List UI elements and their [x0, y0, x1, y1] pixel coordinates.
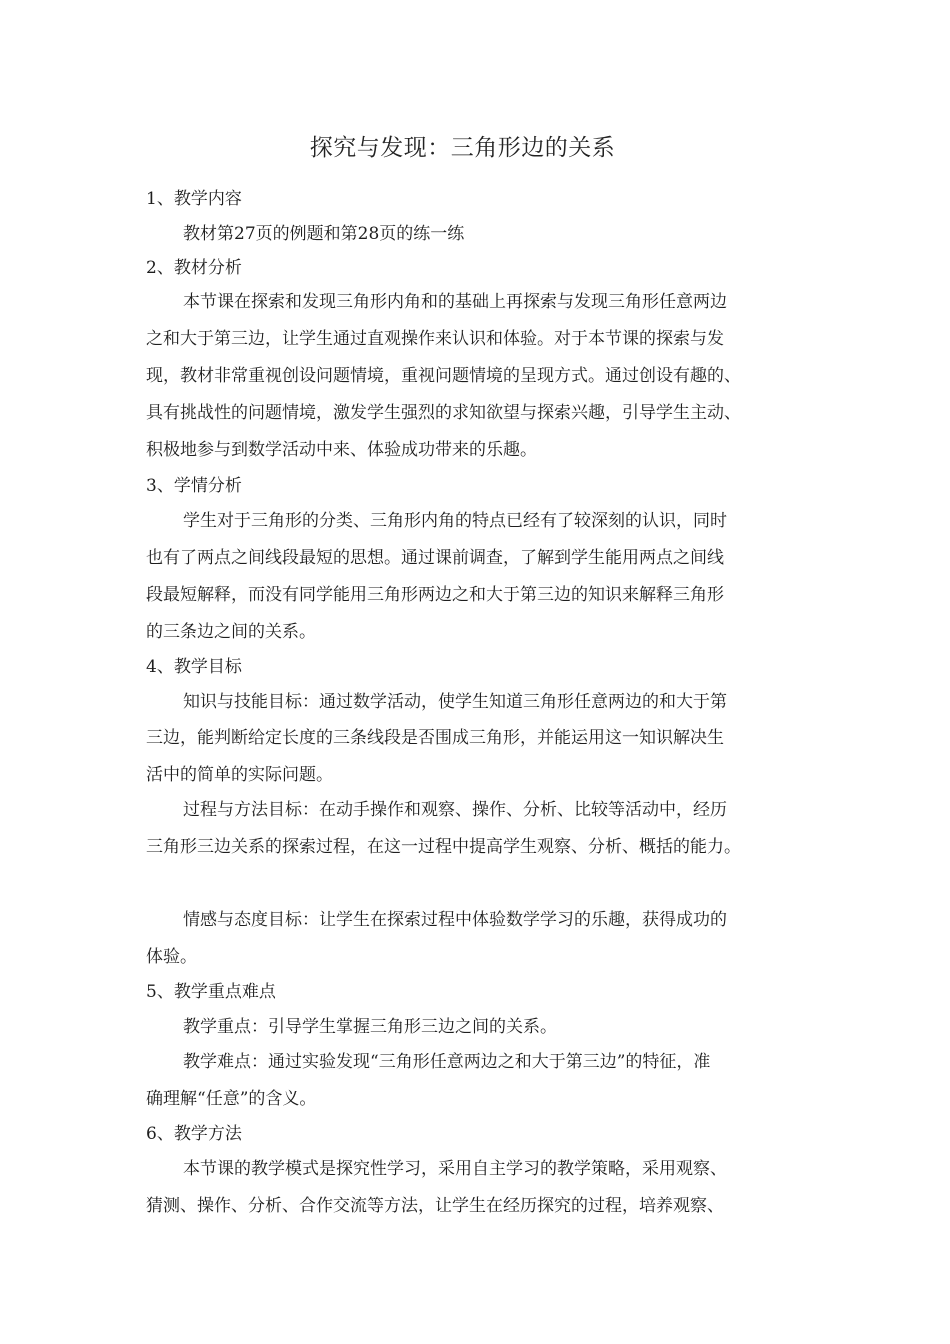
- paragraph-line: 具有挑战性的问题情境，激发学生强烈的求知欲望与探索兴趣，引导学生主动、: [146, 403, 741, 423]
- paragraph-line: 积极地参与到数学活动中来、体验成功带来的乐趣。: [146, 440, 537, 460]
- paragraph-line: 教学难点：通过实验发现“三角形任意两边之和大于第三边”的特征，准: [183, 1052, 711, 1072]
- paragraph-line: 活中的简单的实际问题。: [146, 765, 333, 785]
- paragraph-line: 确理解“任意”的含义。: [146, 1089, 317, 1109]
- section-heading-content: 1、教学内容: [146, 189, 242, 209]
- document-title: 探究与发现：三角形边的关系: [309, 135, 616, 161]
- paragraph-line: 教材第27页的例题和第28页的练一练: [183, 224, 465, 244]
- paragraph-line: 本节课的教学模式是探究性学习，采用自主学习的教学策略，采用观察、: [183, 1159, 727, 1179]
- paragraph-line: 三角形三边关系的探索过程，在这一过程中提高学生观察、分析、概括的能力。: [146, 837, 741, 857]
- paragraph-line: 体验。: [146, 947, 197, 967]
- paragraph-line: 的三条边之间的关系。: [146, 622, 316, 642]
- paragraph-line: 知识与技能目标：通过数学活动，使学生知道三角形任意两边的和大于第: [183, 692, 727, 712]
- paragraph-line: 过程与方法目标：在动手操作和观察、操作、分析、比较等活动中，经历: [183, 800, 727, 820]
- section-heading-key-points: 5、教学重点难点: [146, 982, 276, 1002]
- paragraph-line: 情感与态度目标：让学生在探索过程中体验数学学习的乐趣，获得成功的: [183, 910, 727, 930]
- paragraph-line: 教学重点：引导学生掌握三角形三边之间的关系。: [183, 1017, 557, 1037]
- paragraph-line: 三边，能判断给定长度的三条线段是否围成三角形，并能运用这一知识解决生: [146, 728, 724, 748]
- paragraph-line: 也有了两点之间线段最短的思想。通过课前调查，了解到学生能用两点之间线: [146, 548, 724, 568]
- paragraph-line: 本节课在探索和发现三角形内角和的基础上再探索与发现三角形任意两边: [183, 292, 727, 312]
- section-heading-teaching-methods: 6、教学方法: [146, 1124, 242, 1144]
- paragraph-line: 之和大于第三边，让学生通过直观操作来认识和体验。对于本节课的探索与发: [146, 329, 724, 349]
- section-heading-student-analysis: 3、学情分析: [146, 476, 242, 496]
- paragraph-line: 段最短解释，而没有同学能用三角形两边之和大于第三边的知识来解释三角形: [146, 585, 724, 605]
- paragraph-line: 现，教材非常重视创设问题情境，重视问题情境的呈现方式。通过创设有趣的、: [146, 366, 741, 386]
- paragraph-line: 学生对于三角形的分类、三角形内角的特点已经有了较深刻的认识，同时: [183, 511, 727, 531]
- section-heading-teaching-goals: 4、教学目标: [146, 657, 242, 677]
- paragraph-line: 猜测、操作、分析、合作交流等方法，让学生在经历探究的过程，培养观察、: [146, 1196, 724, 1216]
- section-heading-material-analysis: 2、教材分析: [146, 258, 242, 278]
